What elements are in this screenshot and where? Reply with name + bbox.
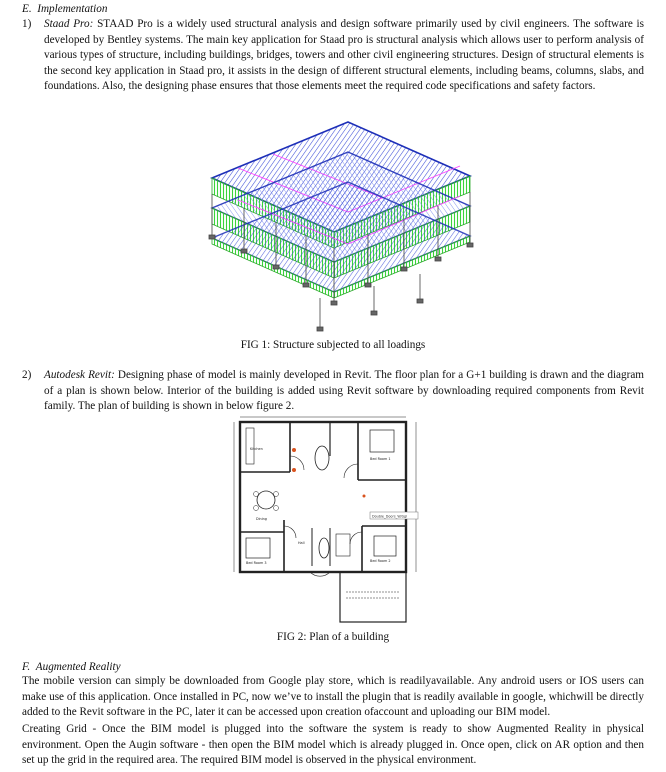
figure-2-floor-plan <box>230 416 424 626</box>
figure-2-caption: FIG 2: Plan of a building <box>276 631 390 643</box>
figure-1-structure-render <box>198 116 488 334</box>
item-1-marker: 1) <box>22 18 32 30</box>
section-f-heading: F. Augmented Reality <box>22 661 121 673</box>
room-label-bed-room-3: Bed Room 3 <box>246 561 267 565</box>
room-label-kitchen: Kitchen <box>250 447 263 451</box>
room-label-dining: Dining <box>256 517 267 521</box>
item-1-paragraph <box>44 17 644 95</box>
section-e-heading: E. Implementation <box>22 3 108 15</box>
section-f-paragraph-1: The mobile version can simply be downloaded from Google play store, which is readilyavailable. Any android users or IOS users can make use of this application. Once installed in PC, now we’ve to install the plugin that is readily available in google, whichwill be directly added to the Revit software in the PC, later it can be accessed upon creation ofaccount and uploading our BIM model. <box>22 675 644 719</box>
item-2-text: Designing phase of model is mainly developed in Revit. The floor plan for a G+1 building is drawn and the diagram of a plan is shown below. Interior of the building is added using Revit software by downloading required components from Revit family. The plan of building is shown in below figure 2. <box>44 369 645 413</box>
room-label-bed-room-1: Bed Room 1 <box>370 457 391 461</box>
section-f-paragraph-2: Creating Grid - Once the BIM model is plugged into the software the system is ready to show Augmented Reality in physical environment. Open the Augin software - then open the BIM model which is already plugged in. Once open, click on AR option and then set up the grid in the required area. The required BIM model is observed in the physical environment. <box>22 723 644 767</box>
room-label-bed-room-2: Bed Room 2 <box>370 559 391 563</box>
figure-1-caption: FIG 1: Structure subjected to all loadings <box>240 339 426 351</box>
item-2-marker: 2) <box>22 369 32 381</box>
room-label-hall: Hall <box>298 541 305 545</box>
door-tag-label: Double_Doors_W/Sgl <box>372 514 408 519</box>
item-1-label: Staad Pro: <box>44 18 94 30</box>
item-2-label: Autodesk Revit: <box>44 369 115 381</box>
item-1-text: STAAD Pro is a widely used structural analysis and design software primarily used by civil engineers. The software is developed by Bentley systems. The main key application for Staad pro is structural analysis which allows user to perform analysis of various types of structure, including buildings, bridges, towers and other civil engineering structures. Design of structural elements is the second key application in Staad pro, it assists in the design of different structural elements, including beams, columns, slabs, and foundations. Also, the designing phase ensures that those elements meet the required code specifications and safety factors. <box>44 18 644 93</box>
item-2-paragraph <box>44 368 644 415</box>
